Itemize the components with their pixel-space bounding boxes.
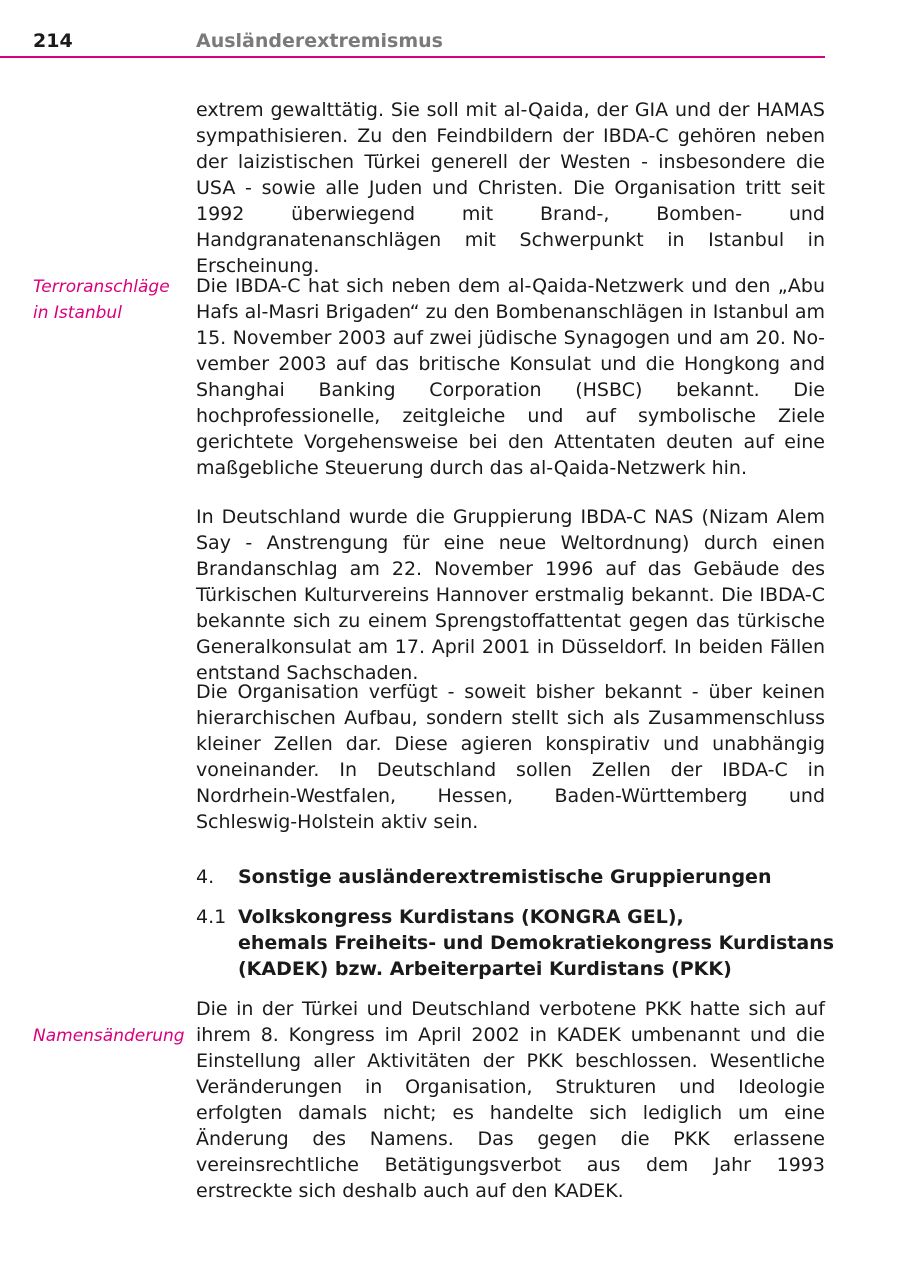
paragraph-pkk-kadek: Die in der Türkei und Deutschland verbotene PKK hatte sich auf ihrem 8. Kongress im April 2002 in KADEK umbenannt und die Einstellung aller Aktivitäten der PKK beschlossen. Wesentliche Veränderungen in Organisation, Strukturen und Ideologie erfolgten damals nicht; es handelte sich lediglich um eine Änderung des Namens. Das gegen die PKK erlassene vereinsrechtliche Betätigungsverbot aus dem Jahr 1993 erstreckte sich deshalb auch auf den KADEK. bbox=[196, 998, 825, 1202]
heading-title-line: ehemals Freiheits- und Demokratiekongress Kurdistans bbox=[238, 932, 835, 954]
page-number: 214 bbox=[33, 30, 73, 52]
paragraph-istanbul-attacks: Die IBDA-C hat sich neben dem al-Qaida-Netzwerk und den „Abu Hafs al-Masri Brigaden“ zu den Bombenanschlägen in Istanbul am 15. November 2003 auf zwei jüdische Synagogen und am 20. November 2003 auf das britische Konsulat und die Hongkong and Shanghai Banking Corporation (HSBC) bekannt. Die hochprofessionelle, zeitgleiche und auf symbolische Ziele gerichtete Vorgehensweise bei den Attentaten deuten auf eine maßgebliche Steuerung durch das al-Qaida-Netzwerk hin. bbox=[196, 275, 825, 479]
paragraph-ibda-c-ideology: extrem gewalttätig. Sie soll mit al-Qaida, der GIA und der HAMAS sympathisieren. Zu den Feindbildern der IBDA-C gehören neben der laizistischen Türkei generell der Westen - insbesondere die USA - sowie alle Juden und Christen. Die Organisation tritt seit 1992 überwiegend mit Brand-, Bomben- und Handgranatenanschlägen mit Schwerpunkt in Istanbul in Erscheinung. bbox=[196, 99, 825, 277]
heading-section-4 bbox=[196, 864, 836, 890]
running-title: Ausländerextremismus bbox=[196, 30, 443, 52]
heading-number: 4. bbox=[196, 866, 215, 888]
header-rule bbox=[0, 56, 825, 58]
margin-note-name-change: Namensänderung bbox=[33, 1026, 185, 1046]
margin-note-line: Terroranschläge bbox=[33, 277, 170, 297]
heading-title-line: (KADEK) bzw. Arbeiterpartei Kurdistans (PKK) bbox=[238, 958, 732, 980]
paragraph-organisation-structure: Die Organisation verfügt - soweit bisher bekannt - über keinen hierarchischen Aufbau, sondern stellt sich als Zusammenschluss kleiner Zellen dar. Diese agieren konspirativ und unabhängig voneinander. In Deutschland sollen Zellen der IBDA-C in Nordrhein-Westfalen, Hessen, Baden-Württemberg und Schleswig-Holstein aktiv sein. bbox=[196, 681, 825, 833]
heading-title: Sonstige ausländerextremistische Gruppierungen bbox=[238, 866, 772, 888]
heading-section-4-1 bbox=[196, 904, 836, 982]
margin-note-line: in Istanbul bbox=[33, 303, 122, 323]
heading-title-line: Volkskongress Kurdistans (KONGRA GEL), bbox=[238, 906, 684, 928]
margin-note-terror-istanbul bbox=[33, 274, 183, 326]
paragraph-germany-ibda-c: In Deutschland wurde die Gruppierung IBDA-C NAS (Nizam Alem Say - Anstrengung für eine neue Weltordnung) durch einen Brandanschlag am 22. November 1996 auf das Gebäude des Türkischen Kulturvereins Hannover erstmalig bekannt. Die IBDA-C bekannte sich zu einem Sprengstoffattentat gegen das türkische Generalkonsulat am 17. April 2001 in Düsseldorf. In beiden Fällen entstand Sachschaden. bbox=[196, 506, 825, 684]
heading-number: 4.1 bbox=[196, 906, 227, 928]
